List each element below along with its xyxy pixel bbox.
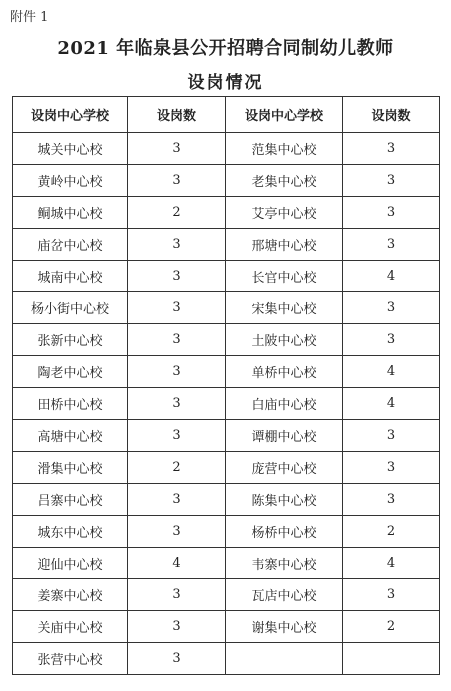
cell-school-right: 陈集中心校 xyxy=(226,483,343,515)
cell-count-right: 2 xyxy=(343,611,440,643)
table-row xyxy=(13,643,440,675)
cell-school-right: 单桥中心校 xyxy=(226,356,343,388)
cell-school-left: 杨小街中心校 xyxy=(13,292,128,324)
cell-school-right: 范集中心校 xyxy=(226,133,343,165)
table-header-row xyxy=(13,97,440,133)
cell-count-left: 3 xyxy=(128,324,226,356)
table-row xyxy=(13,133,440,165)
cell-school-right xyxy=(226,643,343,675)
cell-school-right: 长官中心校 xyxy=(226,260,343,292)
cell-count-left: 3 xyxy=(128,228,226,260)
cell-school-right: 土陂中心校 xyxy=(226,324,343,356)
cell-count-left: 3 xyxy=(128,133,226,165)
table-row xyxy=(13,324,440,356)
positions-table xyxy=(12,96,440,675)
cell-count-right: 3 xyxy=(343,579,440,611)
cell-count-right: 3 xyxy=(343,164,440,196)
cell-school-right: 邢塘中心校 xyxy=(226,228,343,260)
cell-school-left: 迎仙中心校 xyxy=(13,547,128,579)
table-row xyxy=(13,356,440,388)
cell-count-right: 2 xyxy=(343,515,440,547)
cell-school-left: 鲖城中心校 xyxy=(13,196,128,228)
table-row xyxy=(13,292,440,324)
cell-school-left: 姜寨中心校 xyxy=(13,579,128,611)
cell-count-left: 4 xyxy=(128,547,226,579)
document-title: 2021 年临泉县公开招聘合同制幼儿教师 xyxy=(57,38,394,59)
document-subtitle: 设岗情况 xyxy=(187,73,264,93)
cell-count-left: 3 xyxy=(128,164,226,196)
cell-school-left: 张营中心校 xyxy=(13,643,128,675)
cell-count-right: 3 xyxy=(343,324,440,356)
cell-school-right: 谢集中心校 xyxy=(226,611,343,643)
table-row xyxy=(13,196,440,228)
cell-school-left: 关庙中心校 xyxy=(13,611,128,643)
header-school-left: 设岗中心学校 xyxy=(13,97,128,133)
cell-count-left: 2 xyxy=(128,451,226,483)
cell-school-right: 宋集中心校 xyxy=(226,292,343,324)
cell-count-right: 3 xyxy=(343,292,440,324)
table-row xyxy=(13,547,440,579)
cell-count-right: 3 xyxy=(343,451,440,483)
cell-school-left: 陶老中心校 xyxy=(13,356,128,388)
cell-school-left: 庙岔中心校 xyxy=(13,228,128,260)
cell-count-right: 3 xyxy=(343,228,440,260)
cell-count-left: 3 xyxy=(128,388,226,420)
cell-school-right: 杨桥中心校 xyxy=(226,515,343,547)
table-row xyxy=(13,164,440,196)
cell-count-right: 4 xyxy=(343,547,440,579)
cell-count-left: 2 xyxy=(128,196,226,228)
cell-school-left: 张新中心校 xyxy=(13,324,128,356)
cell-school-left: 城南中心校 xyxy=(13,260,128,292)
cell-school-right: 白庙中心校 xyxy=(226,388,343,420)
cell-school-right: 瓦店中心校 xyxy=(226,579,343,611)
table-row xyxy=(13,515,440,547)
cell-count-left: 3 xyxy=(128,420,226,452)
cell-count-right xyxy=(343,643,440,675)
cell-school-left: 吕寨中心校 xyxy=(13,483,128,515)
cell-count-right: 4 xyxy=(343,356,440,388)
cell-school-right: 老集中心校 xyxy=(226,164,343,196)
cell-count-right: 3 xyxy=(343,420,440,452)
cell-school-right: 谭棚中心校 xyxy=(226,420,343,452)
cell-count-right: 3 xyxy=(343,133,440,165)
cell-count-right: 3 xyxy=(343,196,440,228)
cell-count-left: 3 xyxy=(128,483,226,515)
table-row xyxy=(13,451,440,483)
table-body xyxy=(13,133,440,675)
table-row xyxy=(13,388,440,420)
header-count-left: 设岗数 xyxy=(128,97,226,133)
attachment-label: 附件 1 xyxy=(10,10,49,25)
table-row xyxy=(13,611,440,643)
cell-count-left: 3 xyxy=(128,611,226,643)
table-row xyxy=(13,260,440,292)
cell-school-left: 黄岭中心校 xyxy=(13,164,128,196)
cell-school-left: 高塘中心校 xyxy=(13,420,128,452)
cell-school-left: 滑集中心校 xyxy=(13,451,128,483)
cell-count-left: 3 xyxy=(128,579,226,611)
cell-school-right: 庞营中心校 xyxy=(226,451,343,483)
header-school-right: 设岗中心学校 xyxy=(226,97,343,133)
cell-count-left: 3 xyxy=(128,356,226,388)
cell-school-right: 韦寨中心校 xyxy=(226,547,343,579)
cell-school-left: 城东中心校 xyxy=(13,515,128,547)
cell-count-right: 4 xyxy=(343,260,440,292)
cell-count-right: 4 xyxy=(343,388,440,420)
cell-count-left: 3 xyxy=(128,292,226,324)
cell-school-left: 城关中心校 xyxy=(13,133,128,165)
table-row xyxy=(13,483,440,515)
cell-count-left: 3 xyxy=(128,515,226,547)
table-row xyxy=(13,228,440,260)
cell-count-right: 3 xyxy=(343,483,440,515)
header-count-right: 设岗数 xyxy=(343,97,440,133)
table-row xyxy=(13,420,440,452)
cell-count-left: 3 xyxy=(128,643,226,675)
cell-count-left: 3 xyxy=(128,260,226,292)
table-row xyxy=(13,579,440,611)
cell-school-left: 田桥中心校 xyxy=(13,388,128,420)
cell-school-right: 艾亭中心校 xyxy=(226,196,343,228)
